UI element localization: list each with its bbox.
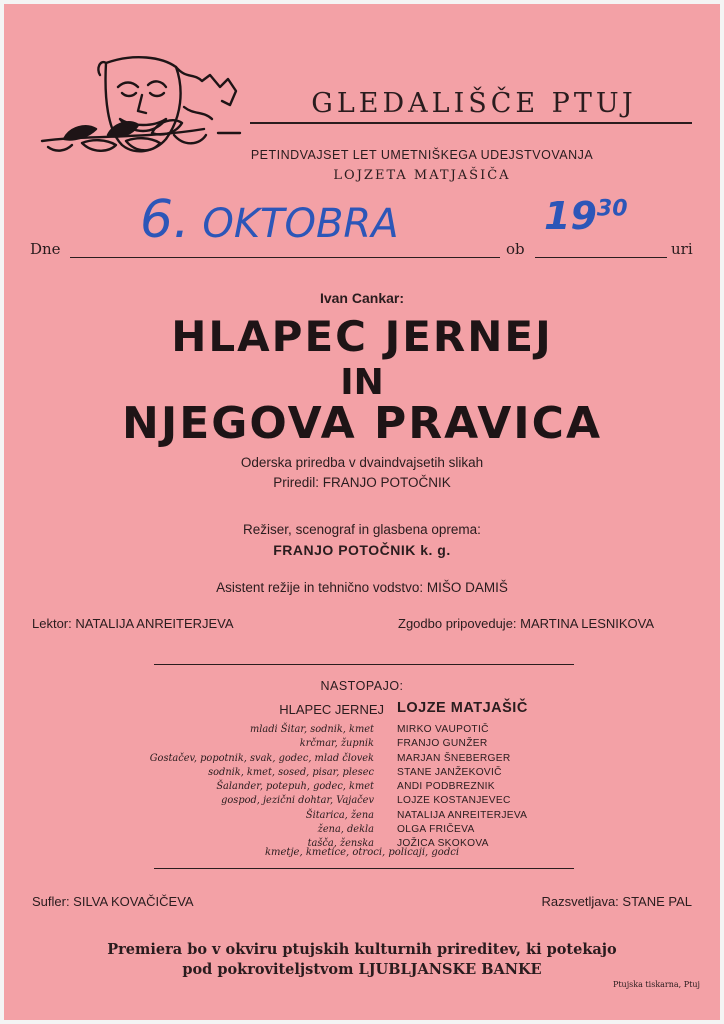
anniversary-line-1: PETINDVAJSET LET UMETNIŠKEGA UDEJSTVOVANJA <box>250 148 594 162</box>
premiere-line-2: pod pokroviteljstvom LJUBLJANSKE BANKE <box>182 961 542 978</box>
printer-credit: Ptujska tiskarna, Ptuj <box>612 980 700 989</box>
cast-actor: LOJZE KOSTANJEVEC <box>397 795 511 807</box>
cast-actor: MIRKO VAUPOTIČ <box>397 724 489 735</box>
cast-role: gospod, jezični dohtar, Vajačev <box>221 795 374 807</box>
cast-role: krčmar, župnik <box>299 738 374 750</box>
handwritten-minutes: 30 <box>596 196 628 222</box>
cast-actor: MARJAN ŠNEBERGER <box>397 752 511 764</box>
play-adapter: Priredil: FRANJO POTOČNIK <box>273 475 451 490</box>
narrator-credit: Zgodbo pripoveduje: MARTINA LESNIKOVA <box>398 616 655 631</box>
cast-role: Šalander, potepuh, godec, kmet <box>216 781 374 793</box>
theatre-mask-icon <box>34 49 249 164</box>
handwritten-month: OKTOBRA <box>202 201 399 247</box>
cast-heading: NASTOPAJO: <box>320 679 404 693</box>
date-label: Dne <box>30 240 61 258</box>
play-title-line-1: HLAPEC JERNEJ <box>171 312 553 361</box>
cast-role: tašča, ženska <box>307 838 374 850</box>
premiere-line-1: Premiera bo v okviru ptujskih kulturnih prireditev, ki potekajo <box>107 941 617 958</box>
play-author: Ivan Cankar: <box>319 290 405 306</box>
cast-role: žena, dekla <box>317 824 374 836</box>
cast-actor: JOŽICA SKOKOVA <box>397 838 489 850</box>
premiere-note <box>4 940 720 980</box>
cast-role: mladi Šitar, sodnik, kmet <box>249 724 374 735</box>
cast-role: Šitarica, žena <box>305 809 374 821</box>
handwritten-day: 6. <box>140 190 190 250</box>
cast-role: sodnik, kmet, sosed, pisar, plesec <box>208 766 374 778</box>
anniversary-line-2: LOJZETA MATJAŠIČA <box>333 168 511 183</box>
cast-actor: OLGA FRIČEVA <box>397 824 475 836</box>
cast-actor: STANE JANŽEKOVIČ <box>397 766 502 778</box>
lektor-credit: Lektor: NATALIJA ANREITERJEVA <box>32 616 234 631</box>
handwritten-time <box>544 194 628 238</box>
lead-actor: LOJZE MATJAŠIČ <box>397 700 528 716</box>
handwritten-date <box>140 190 399 250</box>
prompter-credit: Sufler: SILVA KOVAČIČEVA <box>32 894 194 909</box>
title-underline <box>250 122 692 124</box>
cast-actors <box>397 723 527 852</box>
director-label: Režiser, scenograf in glasbena oprema: <box>243 522 481 537</box>
time-line <box>535 257 667 258</box>
handwritten-hour: 19 <box>544 194 597 238</box>
cast-bottom-rule <box>154 868 574 869</box>
time-label: ob <box>506 240 525 258</box>
play-title-line-3: NJEGOVA PRAVICA <box>122 398 602 449</box>
lead-role: HLAPEC JERNEJ <box>279 702 384 717</box>
cast-actor: FRANJO GUNŽER <box>397 738 488 750</box>
play-title-line-2: IN <box>340 362 384 403</box>
cast-actor: NATALIJA ANREITERJEVA <box>397 809 528 821</box>
director-name: FRANJO POTOČNIK k. g. <box>273 542 451 558</box>
play-subtitle: Oderska priredba v dvaindvajsetih slikah <box>240 455 484 470</box>
cast-role: Gostačev, popotnik, svak, godec, mlad človek <box>149 752 374 764</box>
hour-label: uri <box>671 240 693 258</box>
lighting-credit: Razsvetljava: STANE PAL <box>541 894 692 909</box>
assistant-director: Asistent režije in tehnično vodstvo: MIŠO DAMIŠ <box>216 580 508 595</box>
poster <box>4 4 720 1020</box>
theatre-name: GLEDALIŠČE PTUJ <box>311 88 637 119</box>
cast-extras: kmetje, kmetice, otroci, policaji, godci <box>264 847 460 858</box>
cast-top-rule <box>154 664 574 665</box>
cast-actor: ANDI PODBREZNIK <box>397 781 495 793</box>
cast-roles <box>104 723 374 852</box>
date-line <box>70 257 500 258</box>
